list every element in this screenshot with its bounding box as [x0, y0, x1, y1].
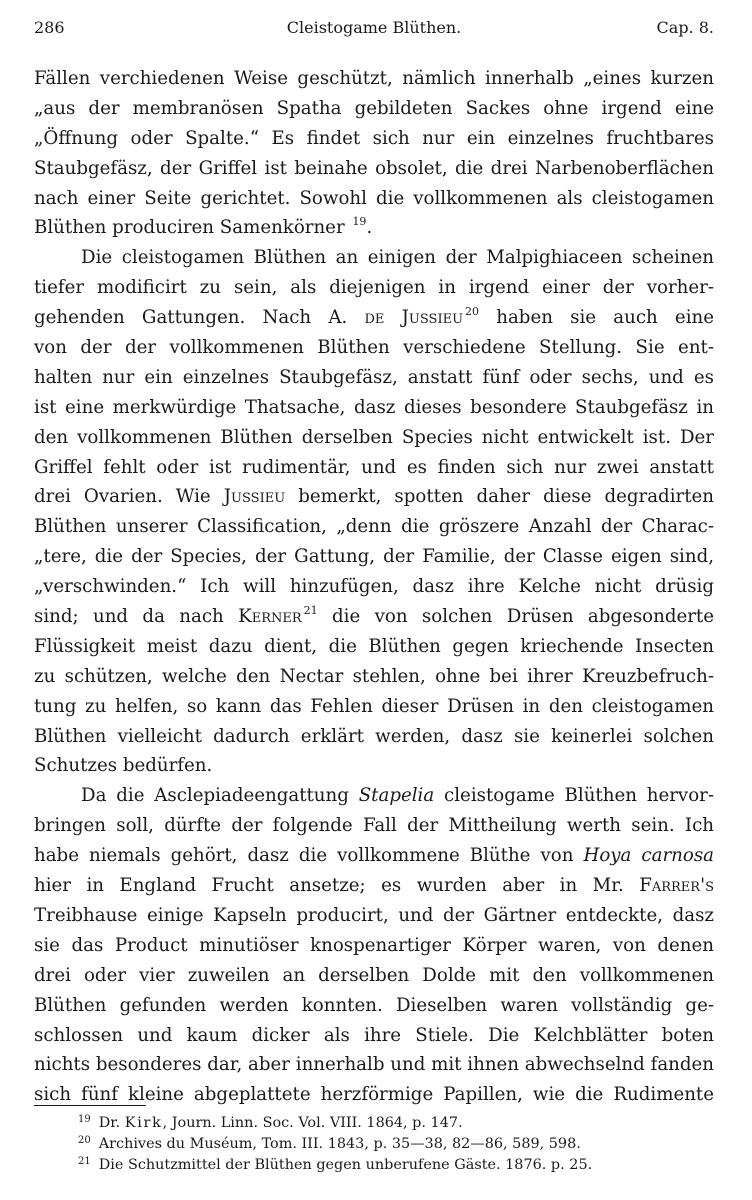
- line-text: sind; und da nach: [34, 606, 224, 628]
- line-text: Blüthen produciren Samenkörner: [34, 217, 345, 239]
- footnote-number: 19: [78, 1114, 91, 1125]
- text-line: [34, 871, 714, 901]
- footnote-text: Dr.: [98, 1115, 121, 1131]
- text-line: sie das Product minutiöser knospenartiger Körper waren, von denen: [34, 934, 714, 956]
- text-line: „tere, die der Species, der Gattung, der Familie, der Classe eigen sind,: [34, 546, 714, 568]
- line-text: cleistogame Blüthen hervor-: [444, 785, 714, 807]
- footnote-number: 20: [78, 1135, 91, 1146]
- text-line: [34, 841, 714, 871]
- text-line: Griffel fehlt oder ist rudimentär, und es finden sich nur zwei anstatt: [34, 456, 714, 478]
- paragraph-start-line: Die cleistogamen Blüthen an einigen der Malpighiaceen scheinen: [81, 247, 714, 269]
- text-line: Blüthen gefunden werden konnten. Dieselben waren vollständig ge-: [34, 994, 714, 1016]
- text-line: den vollkommenen Blüthen derselben Species nicht entwickelt ist. Der: [34, 426, 714, 448]
- footnotes: [78, 1113, 716, 1176]
- text-line: sich fünf kleine abgeplattete herzförmige Papillen, wie die Rudimente: [34, 1084, 714, 1106]
- text-line: [34, 482, 714, 512]
- footnote-21: [78, 1155, 716, 1176]
- line-text: die von solchen Drüsen abgesonderte: [332, 606, 714, 628]
- footnote-text: , Journ. Linn. Soc. Vol. VIII. 1864, p. 147.: [162, 1115, 463, 1131]
- footnote-author: Kirk: [124, 1115, 163, 1131]
- running-title: Cleistogame Blüthen.: [286, 18, 462, 37]
- person-name: Farrer's: [639, 875, 714, 897]
- text-line: „aus der membranösen Spatha gebildeten Sackes ohne irgend eine: [34, 97, 714, 119]
- species-name: Hoya carnosa: [583, 845, 714, 867]
- text-line: Treibhause einige Kapseln producirt, und der Gärtner entdeckte, dasz: [34, 904, 714, 926]
- text-line: Flüssigkeit meist dazu dient, die Blüthen gegen kriechende Insecten: [34, 635, 714, 657]
- text-line: Fällen verchiedenen Weise geschützt, nämlich innerhalb „eines kurzen: [34, 68, 714, 89]
- text-line: nach einer Seite gerichtet. Sowohl die vollkommenen als cleistogamen: [34, 187, 714, 209]
- footnote-19: [78, 1113, 716, 1134]
- footnote-ref-21: 21: [303, 604, 318, 618]
- paragraph-start-line: [34, 781, 714, 811]
- text-line: tiefer modificirt zu sein, als diejenigen in irgend einer der vorher-: [34, 277, 714, 299]
- line-text: habe niemals gehört, dasz die vollkommene Blüthe von: [34, 845, 574, 867]
- page-header: [34, 18, 714, 44]
- genus-name: Stapelia: [358, 785, 435, 807]
- line-text: gehenden Gattungen. Nach A.: [34, 307, 348, 329]
- text-line: [34, 602, 714, 632]
- text-line: Schutzes bedürfen.: [34, 755, 213, 777]
- text-line: schlossen und kaum dicker als ihre Stiele. Die Kelchblätter boten: [34, 1024, 714, 1046]
- line-text: drei Ovarien. Wie: [34, 486, 211, 508]
- line-text: .: [366, 217, 373, 239]
- page-number: 286: [34, 18, 65, 37]
- text-line: halten nur ein einzelnes Staubgefäsz, anstatt fünf oder sechs, und es: [34, 366, 714, 388]
- text-line: „verschwinden.“ Ich will hinzufügen, dasz ihre Kelche nicht drüsig: [34, 576, 714, 598]
- author-name: Jussieu: [401, 307, 464, 329]
- footnote-text: Die Schutzmittel der Blüthen gegen unberufene Gäste. 1876. p. 25.: [98, 1157, 593, 1173]
- footnote-text: Archives du Muséum, Tom. III. 1843, p. 35—38, 82—86, 589, 598.: [98, 1136, 581, 1152]
- line-text: bemerkt, spotten daher diese degradirten: [298, 486, 714, 508]
- text-line: tung zu helfen, so kann das Fehlen dieser Drüsen in den cleistogamen: [34, 695, 714, 717]
- chapter-label: Cap. 8.: [656, 18, 714, 37]
- author-name: de: [364, 307, 385, 329]
- text-line: [34, 303, 714, 333]
- text-line: Blüthen unserer Classification, „denn die gröszere Anzahl der Charac-: [34, 516, 714, 538]
- text-line: ist eine merkwürdige Thatsache, dasz dieses besondere Staubgefäsz in: [34, 396, 714, 418]
- text-line: Blüthen vielleicht dadurch erklärt werden, dasz sie keinerlei solchen: [34, 725, 714, 747]
- footnote-divider: [34, 1105, 146, 1106]
- author-name: Kerner: [238, 606, 302, 628]
- text-line: Staubgefäsz, der Griffel ist beinahe obsolet, die drei Narbenoberflächen: [34, 157, 714, 179]
- text-line: bringen soll, dürfte der folgende Fall der Mittheilung werth sein. Ich: [34, 815, 714, 837]
- line-text: Da die Asclepiadeengattung: [81, 785, 349, 807]
- text-line: zu schützen, welche den Nectar stehlen, ohne bei ihrer Kreuzbefruch-: [34, 665, 714, 687]
- footnote-ref-20: 20: [465, 305, 480, 319]
- line-text: hier in England Frucht ansetze; es wurden aber in Mr.: [34, 875, 624, 897]
- text-line: [34, 213, 714, 243]
- footnote-ref-19: 19: [352, 215, 367, 229]
- text-line: nichts besonderes dar, aber innerhalb und mit ihnen abwechselnd fanden: [34, 1054, 714, 1076]
- footnote-20: [78, 1134, 716, 1155]
- author-name: Jussieu: [223, 486, 286, 508]
- text-line: drei oder vier zuweilen an derselben Dolde mit den vollkommenen: [34, 964, 714, 986]
- text-line: von der der vollkommenen Blüthen verschiedene Stellung. Sie ent-: [34, 337, 714, 359]
- main-text: [34, 64, 714, 1110]
- line-text: haben sie auch eine: [496, 307, 714, 329]
- footnote-number: 21: [78, 1156, 91, 1167]
- text-line: „Öffnung oder Spalte.“ Es findet sich nur ein einzelnes fruchtbares: [34, 127, 714, 149]
